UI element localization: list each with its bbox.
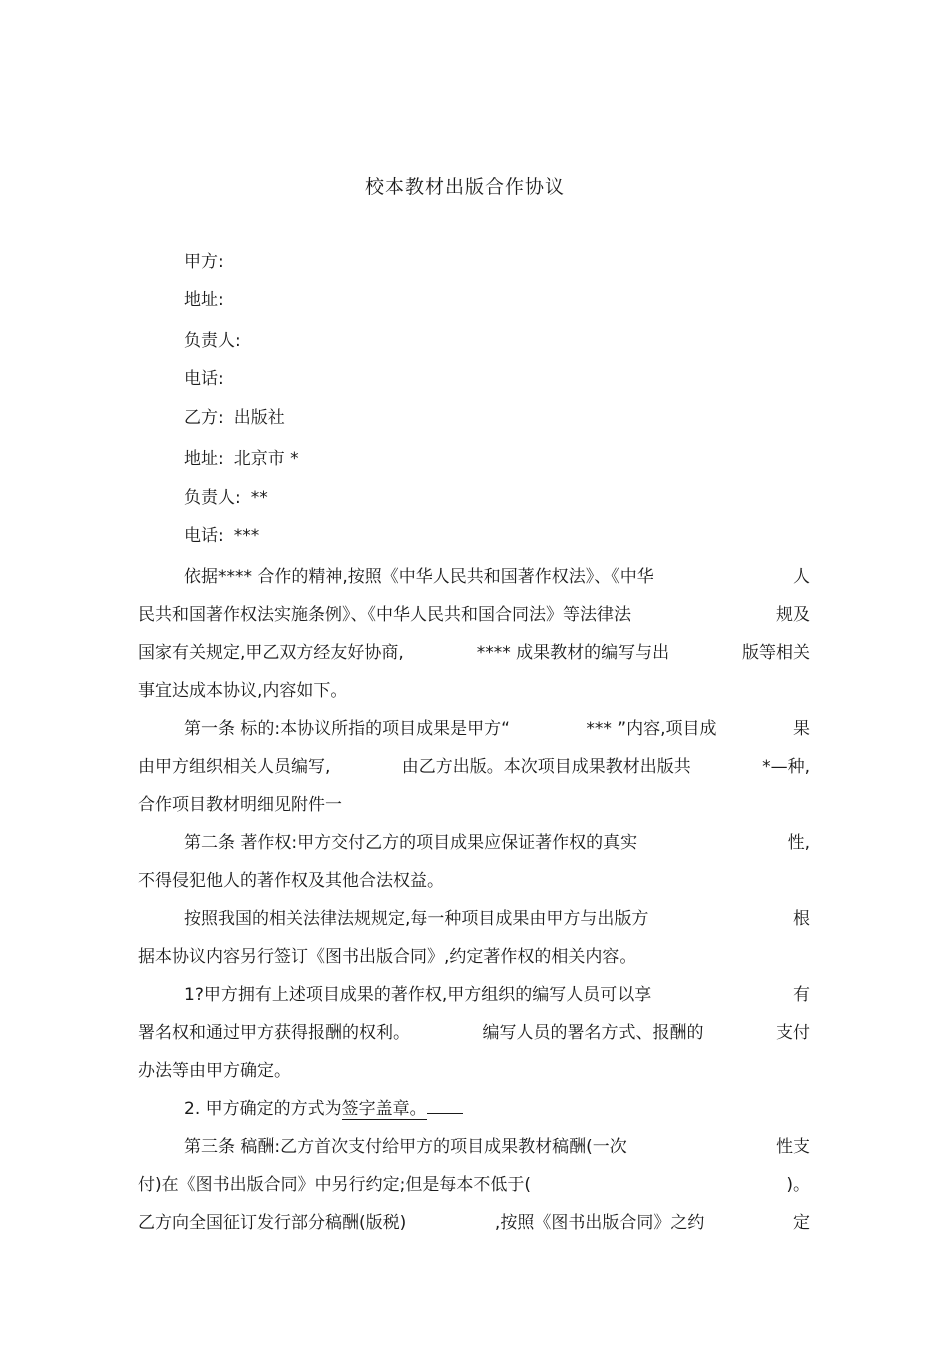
party-b-name-value: 出版社 — [233, 408, 285, 428]
text-segment: 事宜达成本协议,内容如下。 — [138, 681, 348, 701]
party-a-address-label: 地址: — [184, 290, 224, 310]
preamble-line-3 — [138, 634, 810, 672]
article2-para2-line-2 — [138, 938, 810, 976]
text-segment: 人 — [793, 567, 810, 587]
text-segment: *—种, — [762, 757, 810, 777]
text-segment: 乙方向全国征订发行部分稿酬(版税) — [138, 1213, 407, 1233]
text-segment: 2. 甲方确定的方式为 — [184, 1099, 342, 1119]
party-b-address — [184, 447, 299, 471]
text-segment: )。 — [786, 1175, 810, 1195]
text-segment: 署名权和通过甲方获得报酬的权利。 — [138, 1023, 410, 1043]
text-segment: 性, — [787, 833, 810, 853]
text-segment: 不得侵犯他人的著作权及其他合法权益。 — [138, 871, 444, 891]
article2-item1-line-3 — [138, 1052, 810, 1090]
article1-line-3 — [138, 786, 810, 824]
text-segment: 果 — [792, 719, 810, 739]
text-segment: 据本协议内容另行签订《图书出版合同》,约定著作权的相关内容。 — [138, 947, 637, 967]
party-b-manager-label: 负责人: — [184, 488, 241, 508]
text-segment: *** ”内容,项目成 — [586, 719, 717, 739]
party-a-name — [184, 250, 224, 274]
document-title: 校本教材出版合作协议 — [364, 176, 565, 198]
party-b-name-label: 乙方: — [184, 408, 224, 428]
party-b-manager-value: ** — [250, 488, 268, 508]
article3-line-3 — [138, 1204, 810, 1242]
article1-line-2 — [138, 748, 810, 786]
text-segment: 第一条 标的:本协议所指的项目成果是甲方“ — [184, 719, 510, 739]
preamble-line-2 — [138, 596, 810, 634]
text-segment: 根 — [793, 909, 810, 929]
text-segment: 定 — [792, 1213, 810, 1233]
article2-item1-line-1 — [138, 976, 810, 1014]
agreement-body — [138, 558, 810, 1242]
text-segment: 版等相关 — [742, 643, 810, 663]
party-b-manager — [184, 486, 268, 510]
signature-method-value: 签字盖章。 — [341, 1099, 427, 1119]
article2-line-1 — [138, 824, 810, 862]
party-a-address — [184, 288, 224, 312]
text-segment: 由甲方组织相关人员编写, — [138, 757, 331, 777]
party-b-phone — [184, 524, 259, 548]
article3-line-1 — [138, 1128, 810, 1166]
text-segment: 办法等由甲方确定。 — [138, 1061, 291, 1081]
preamble-line-4 — [138, 672, 810, 710]
article2-item1-line-2 — [138, 1014, 810, 1052]
text-segment: 民共和国著作权法实施条例》、《中华人民共和国合同法》等法律法 — [138, 605, 631, 625]
text-segment: 由乙方出版。本次项目成果教材出版共 — [401, 757, 691, 777]
text-segment: 支付 — [776, 1023, 810, 1043]
text-segment: 规及 — [776, 605, 810, 625]
text-segment: 合作项目教材明细见附件一 — [138, 795, 342, 815]
underline-blank — [427, 1093, 463, 1114]
preamble-line-1 — [138, 558, 810, 596]
text-segment: 第三条 稿酬:乙方首次支付给甲方的项目成果教材稿酬(一次 — [184, 1137, 627, 1157]
article1-line-1 — [138, 710, 810, 748]
text-segment: 国家有关规定,甲乙双方经友好协商, — [138, 643, 404, 663]
article2-para2-line-1 — [138, 900, 810, 938]
party-a-phone — [184, 367, 224, 391]
party-b-address-label: 地址: — [184, 449, 224, 469]
text-segment: **** 成果教材的编写与出 — [476, 643, 670, 663]
text-segment: ,按照《图书出版合同》之约 — [494, 1213, 705, 1233]
party-a-phone-label: 电话: — [184, 369, 224, 389]
text-segment: 按照我国的相关法律法规规定,每一种项目成果由甲方与出版方 — [184, 909, 649, 929]
party-b-phone-label: 电话: — [184, 526, 224, 546]
party-b-phone-value: *** — [233, 526, 260, 546]
party-b-name — [184, 406, 285, 430]
party-a-manager — [184, 329, 241, 353]
party-a-manager-label: 负责人: — [184, 331, 241, 351]
party-a-name-label: 甲方: — [184, 252, 224, 272]
text-segment: 性支 — [776, 1137, 810, 1157]
text-segment: 编写人员的署名方式、报酬的 — [482, 1023, 704, 1043]
article2-line-2 — [138, 862, 810, 900]
article3-line-2 — [138, 1166, 810, 1204]
text-segment: 第二条 著作权:甲方交付乙方的项目成果应保证著作权的真实 — [184, 833, 638, 853]
text-segment: 依据**** 合作的精神,按照《中华人民共和国著作权法》、《中华 — [184, 567, 654, 587]
party-b-address-value: 北京市 * — [233, 449, 299, 469]
text-segment: 1?甲方拥有上述项目成果的著作权,甲方组织的编写人员可以享 — [184, 985, 652, 1005]
text-segment: 有 — [793, 985, 810, 1005]
text-segment: 付)在《图书出版合同》中另行约定;但是每本不低于( — [138, 1175, 531, 1195]
article2-item2-line — [138, 1090, 810, 1128]
